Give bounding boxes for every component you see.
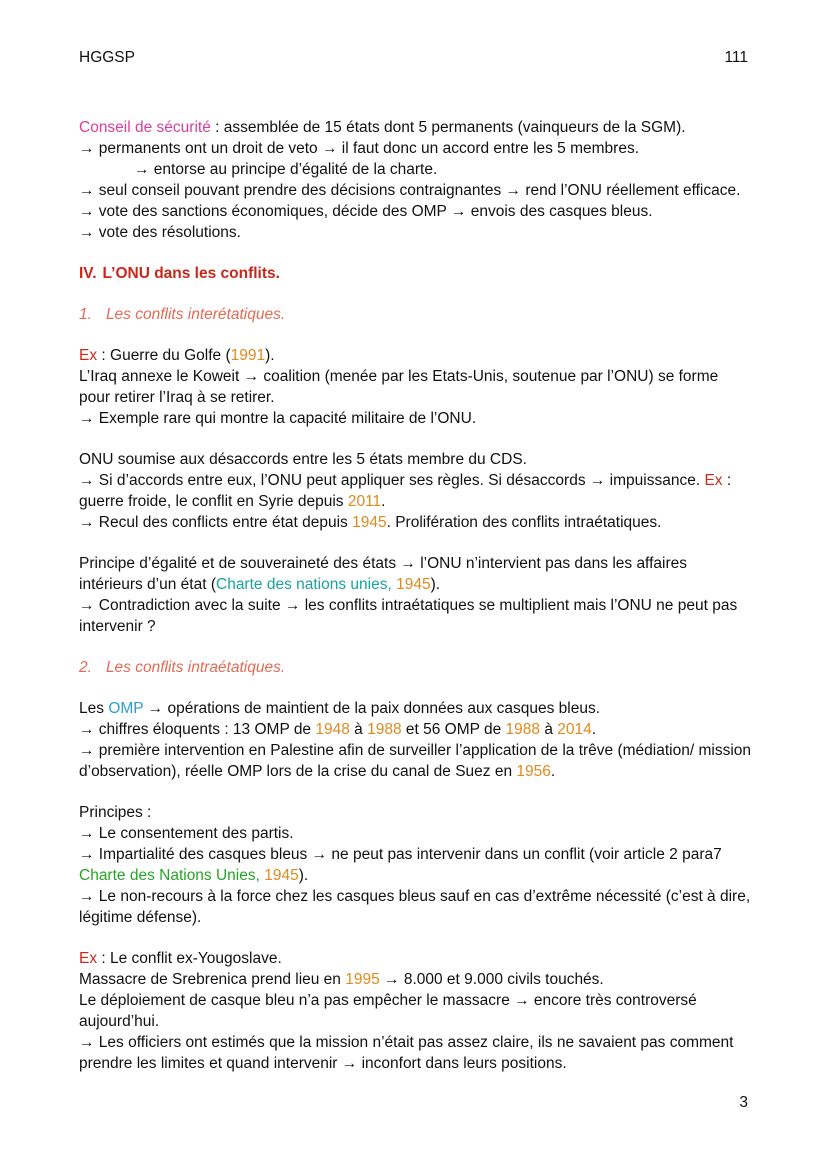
year: 1945 bbox=[396, 576, 431, 593]
text-line: → Recul des conflicts entre état depuis 1945. Prolifération des conflits intraétatiques. bbox=[79, 514, 662, 531]
text-line: Principes : bbox=[79, 804, 152, 821]
example-label: Ex bbox=[79, 950, 98, 967]
year: 1948 bbox=[315, 721, 350, 738]
text-line: Massacre de Srebrenica prend lieu en 1995 → 8.000 et 9.000 civils touchés. bbox=[79, 971, 604, 988]
text-line: → première intervention en Palestine afin de surveiller l’application de la trêve (médiation/ mission d’observation), réelle OMP lors de la crise du canal de Suez en 1956. bbox=[79, 742, 752, 780]
text-line: → vote des résolutions. bbox=[79, 224, 241, 241]
charter-reference: Charte des nations unies bbox=[216, 576, 388, 593]
year: 1945 bbox=[264, 867, 299, 884]
text-line: → permanents ont un droit de veto → il faut donc un accord entre les 5 membres. bbox=[79, 140, 640, 157]
text: : assemblée de 15 états dont 5 permanents (vainqueurs de la SGM). bbox=[210, 119, 686, 136]
paragraph-gulf-war: Ex : Guerre du Golfe (1991). bbox=[79, 347, 275, 364]
text-line: → Le non-recours à la force chez les casques bleus sauf en cas d’extrême nécessité (c’est à dire, légitime défense). bbox=[79, 888, 751, 926]
year: 1988 bbox=[367, 721, 402, 738]
year: 1995 bbox=[345, 971, 380, 988]
subsection-heading-2 bbox=[79, 657, 751, 678]
subsection-heading-1 bbox=[79, 304, 751, 325]
year: 1991 bbox=[230, 347, 266, 364]
text-line: → Impartialité des casques bleus → ne peut pas intervenir dans un conflit (voir article 2 para7 Charte des Nations Unies, 1945). bbox=[79, 846, 722, 884]
text-line-indented: → entorse au principe d’égalité de la charte. bbox=[134, 161, 438, 178]
text-line: → Le consentement des partis. bbox=[79, 825, 294, 842]
subsection-title: Les conflits intraétatiques. bbox=[105, 659, 286, 676]
year: 2011 bbox=[347, 493, 382, 510]
year: 1956 bbox=[516, 763, 551, 780]
section-title: L’ONU dans les conflits. bbox=[102, 265, 280, 282]
charter-reference: Charte des Nations Unies bbox=[79, 867, 256, 884]
text-line: ONU soumise aux désaccords entre les 5 états membre du CDS. bbox=[79, 451, 527, 468]
paragraph-omp: Les OMP → opérations de maintient de la paix données aux casques bleus. bbox=[79, 700, 601, 717]
paragraph-disagreements: → Si d’accords entre eux, l’ONU peut appliquer ses règles. Si désaccords → impuissance. Ex : guerre froide, le conflit en Syrie depuis 2011. bbox=[79, 472, 732, 510]
section-number: IV. bbox=[79, 265, 97, 282]
subsection-title: Les conflits interétatiques. bbox=[105, 306, 286, 323]
document-body bbox=[79, 117, 751, 1074]
text-line: → seul conseil pouvant prendre des décisions contraignantes → rend l’ONU réellement efficace. bbox=[79, 182, 741, 199]
text-line: L’Iraq annexe le Koweit → coalition (menée par les Etats-Unis, soutenue par l’ONU) se forme pour retirer l’Iraq à se retirer. bbox=[79, 368, 719, 406]
paragraph-yugoslavia: Ex : Le conflit ex-Yougoslave. bbox=[79, 950, 282, 967]
text-line: → vote des sanctions économiques, décide des OMP → envois des casques bleus. bbox=[79, 203, 653, 220]
term-omp: OMP bbox=[108, 700, 144, 717]
example-label: Ex bbox=[704, 472, 723, 489]
text-line: → Exemple rare qui montre la capacité militaire de l’ONU. bbox=[79, 410, 477, 427]
term-security-council: Conseil de sécurité bbox=[79, 119, 211, 136]
text-line: Le déploiement de casque bleu n’a pas empêcher le massacre → encore très controversé aujourd’hui. bbox=[79, 992, 697, 1030]
text-line: → Les officiers ont estimés que la mission n’était pas assez claire, ils ne savaient pas comment prendre les limites et quand intervenir → inconfort dans leurs positions. bbox=[79, 1034, 734, 1072]
paragraph-security-council bbox=[79, 117, 751, 138]
text-line: → chiffres éloquents : 13 OMP de 1948 à 1988 et 56 OMP de 1988 à 2014. bbox=[79, 721, 597, 738]
text-line: → Contradiction avec la suite → les conflits intraétatiques se multiplient mais l’ONU ne peut pas intervenir ? bbox=[79, 597, 738, 635]
header-title: HGGSP bbox=[79, 49, 135, 66]
subsection-number: 2. bbox=[79, 659, 92, 676]
year: 2014 bbox=[557, 721, 592, 738]
example-label: Ex bbox=[79, 347, 98, 364]
subsection-number: 1. bbox=[79, 306, 92, 323]
section-heading-iv bbox=[79, 263, 751, 284]
paragraph-sovereignty: Principe d’égalité et de souveraineté des états → l’ONU n’intervient pas dans les affaires intérieurs d’un état (Charte des nations unies, 1945). bbox=[79, 555, 687, 593]
year: 1988 bbox=[505, 721, 541, 738]
footer-page-number: 3 bbox=[739, 1094, 748, 1111]
year: 1945 bbox=[352, 514, 387, 531]
header-page-number: 111 bbox=[724, 49, 748, 66]
